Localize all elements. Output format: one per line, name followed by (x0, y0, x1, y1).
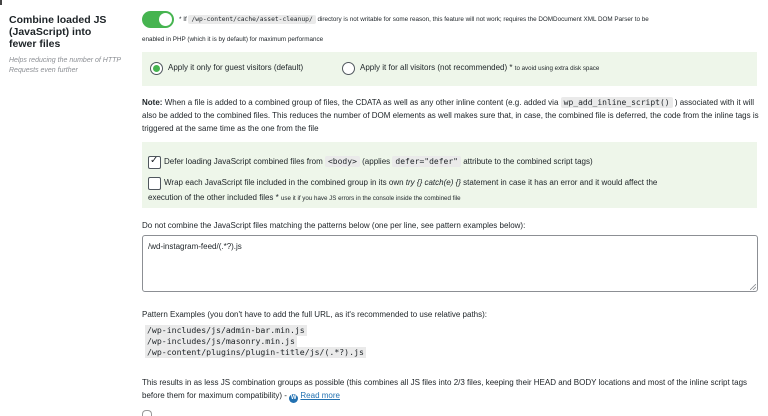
defer-checkbox[interactable] (148, 156, 161, 169)
wordpress-icon: W (290, 395, 297, 401)
defer-after: attribute to the combined script tags) (463, 157, 593, 166)
note-part2: ) associated with it will also be added to the combined files. This reduces the number of DOM elements as well makes sure that, in case, the combined file is deferred, the code from the inline tags is triggered at the same time as the one from the file (142, 98, 759, 133)
defer-middle: (applies (362, 157, 391, 166)
exclude-textarea-value: /wd-instagram-feed/(.*?).js (148, 242, 242, 251)
radio-all-circle[interactable] (342, 62, 355, 75)
warning-prefix: * If (179, 16, 187, 23)
radio-all-label (360, 63, 599, 72)
trycatch-line2-small: use it if you have JS errors in the console inside the combined file (280, 195, 461, 202)
warning-rest: directory is not writable for some reason, this feature will not work; requires the DOMDocument XML DOM Parser to be (317, 16, 649, 23)
result-info (142, 376, 762, 403)
top-edge (0, 0, 768, 6)
trycatch-after: statement in case it has an error and it would affect the (463, 178, 658, 187)
examples-code-block (142, 324, 369, 359)
radio-guests-label: Apply it only for guest visitors (default) (168, 63, 304, 72)
next-option-fragment (142, 410, 152, 416)
writable-warning (179, 16, 649, 23)
setting-label-column (9, 14, 121, 76)
examples-label: Pattern Examples (you don't have to add the full URL, as it's recommended to use relative paths): (142, 310, 488, 319)
radio-guests-circle[interactable] (150, 62, 163, 75)
trycatch-checkbox[interactable] (148, 177, 161, 190)
cache-path-code: /wp-content/cache/asset-cleanup/ (188, 15, 315, 24)
trycatch-label (164, 178, 657, 187)
defer-label (164, 157, 593, 166)
radio-all-text: Apply it for all visitors (not recommended) * (360, 63, 513, 72)
exclude-patterns-textarea[interactable] (142, 235, 758, 292)
cdata-note (142, 96, 762, 135)
warning-line2: enabled in PHP (which it is by default) for maximum performance (142, 36, 324, 43)
example-line: /wp-includes/js/admin-bar.min.js (147, 325, 305, 335)
defer-body-code: <body> (325, 156, 360, 167)
example-line: /wp-content/plugins/plugin-title/js/(.*?).js (147, 347, 364, 357)
combined-options-panel (142, 142, 757, 208)
trycatch-em: try {} catch(e) {} (405, 178, 461, 187)
note-part1: When a file is added to a combined group of files, the CDATA as well as any other inline content (e.g. added via (164, 98, 559, 107)
trycatch-line2 (148, 193, 461, 202)
example-line: /wp-includes/js/masonry.min.js (147, 336, 295, 346)
trycatch-before: Wrap each JavaScript file included in the combined group in its own (164, 178, 404, 187)
edge-marker (0, 0, 2, 5)
toggle-knob (159, 13, 172, 26)
defer-before: Defer loading JavaScript combined files from (164, 157, 323, 166)
radio-all-note: to avoid using extra disk space (514, 65, 600, 72)
note-code: wp_add_inline_script() (561, 97, 673, 108)
read-more-link[interactable]: Read more (300, 391, 340, 400)
exclude-label: Do not combine the JavaScript files matching the patterns below (one per line, see pattern examples below): (142, 221, 526, 230)
note-label: Note: (142, 98, 163, 107)
result-text: This results in as less JS combination groups as possible (this combines all JS files into 2/3 files, keeping their HEAD and BODY locations and most of the inline script tags before them for maximum compatibility) - (142, 378, 748, 400)
resize-grip-icon[interactable] (750, 284, 756, 290)
combine-js-toggle[interactable] (142, 11, 174, 28)
trycatch-line2-text: execution of the other included files * (148, 193, 279, 202)
visitor-scope-panel (142, 52, 757, 86)
defer-attr-code: defer="defer" (392, 156, 461, 167)
setting-title: Combine loaded JS (JavaScript) into fewer files (9, 14, 107, 50)
setting-description: Helps reducing the number of HTTP Requests even further (9, 57, 121, 74)
